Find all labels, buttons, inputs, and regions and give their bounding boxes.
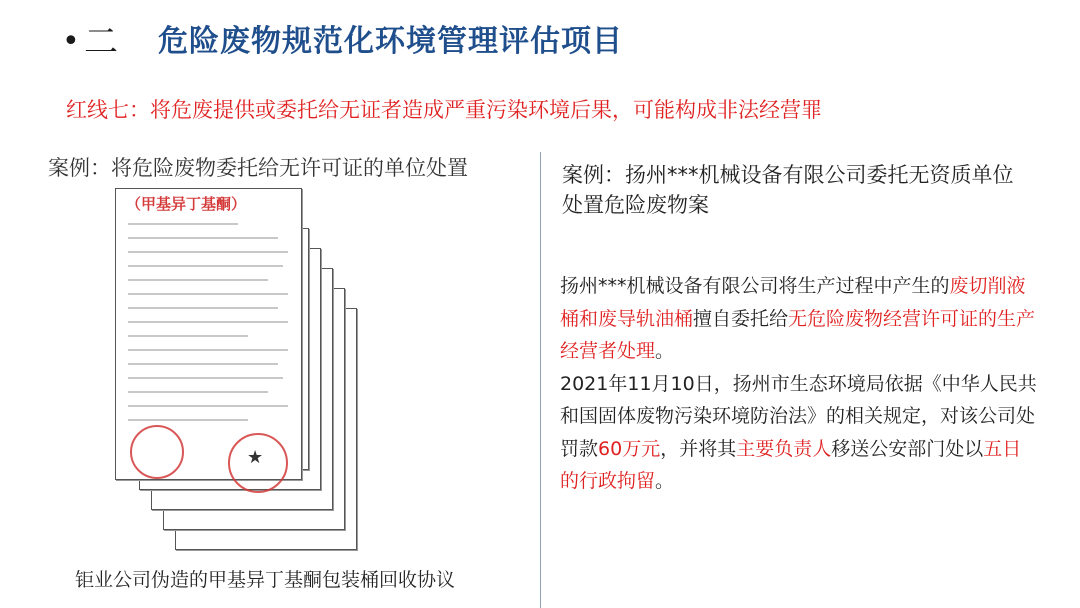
case-description (560, 270, 1040, 498)
highlight-unlicensed-handler: 无危险废物经营许可证的生产经营者处理 (560, 307, 1036, 362)
highlight-responsible-person: 主要负责人 (736, 437, 832, 460)
highlight-fine: 60万元 (598, 437, 661, 460)
vertical-divider (540, 152, 541, 608)
document-header: （甲基异丁基酮） (126, 195, 247, 213)
body-text: 扬州***机械设备有限公司将生产过程中产生的 (560, 275, 950, 297)
right-case-title: 案例：扬州***机械设备有限公司委托无资质单位处置危险废物案 (562, 163, 1014, 217)
page-title: 危险废物规范化环境管理评估项目 (158, 24, 623, 59)
body-text: 移送公安部门处以 (831, 437, 984, 460)
body-text: 擅自委托给 (693, 307, 789, 330)
body-text: 。 (655, 470, 675, 492)
document-front-page (115, 188, 302, 480)
body-text: ，并将其 (660, 437, 737, 460)
document-stack-image (115, 188, 355, 558)
document-caption: 钜业公司伪造的甲基异丁基酮包装桶回收协议 (75, 569, 456, 591)
red-line-statement: 红线七：将危废提供或委托给无证者造成严重污染环境后果，可能构成非法经营罪 (66, 98, 822, 122)
body-text: 2021年11月10日，扬州市生态环境局依据《中华人民共和国固体废物污染环境防治法》的相关规定，对该公司处罚款 (560, 372, 1037, 460)
star-icon: ★ (247, 447, 264, 468)
red-seal-stamp (130, 425, 184, 479)
bullet: • (62, 24, 80, 59)
body-text: 。 (655, 340, 675, 362)
highlight-waste-items: 废切削液桶和废导轨油桶 (560, 275, 1026, 330)
left-case-title: 案例：将危险废物委托给无许可证的单位处置 (48, 156, 468, 180)
section-number: 二 (84, 22, 118, 62)
highlight-detention: 五日的行政拘留 (560, 437, 1022, 492)
